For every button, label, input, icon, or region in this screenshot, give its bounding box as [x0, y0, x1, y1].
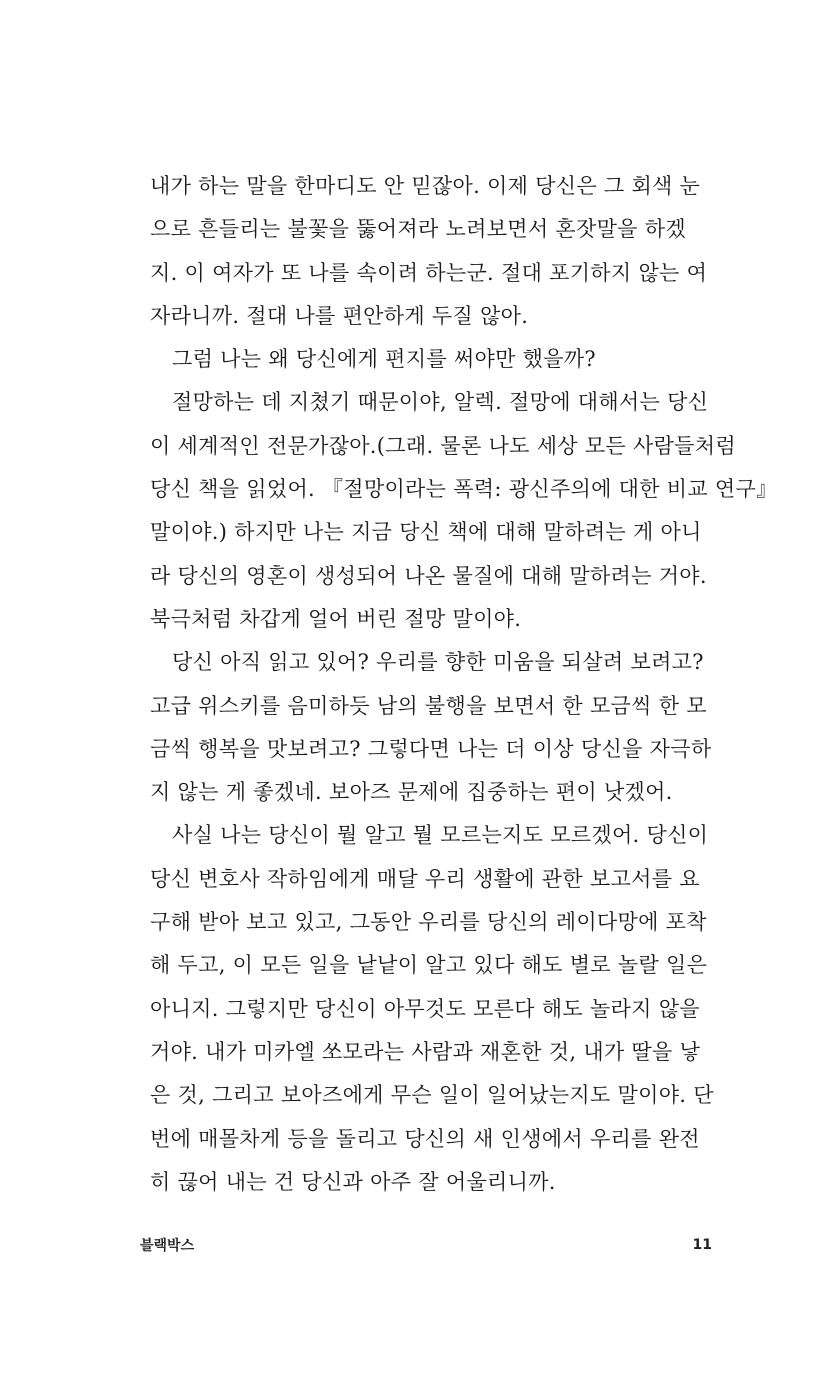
text-line: 절망하는 데 지쳤기 때문이야, 알렉. 절망에 대해서는 당신 [172, 390, 709, 415]
paragraph-4 [150, 641, 712, 814]
text-line: 지 않는 게 좋겠네. 보아즈 문제에 집중하는 편이 낫겠어. [150, 780, 673, 805]
text-line: 히 끊어 내는 건 당신과 아주 잘 어울리니까. [150, 1169, 556, 1194]
text-line: 으로 흔들리는 불꽃을 뚫어져라 노려보면서 혼잣말을 하겠 [150, 217, 686, 242]
page-body [150, 165, 778, 1204]
text-line: 그럼 나는 왜 당신에게 편지를 써야만 했을까? [172, 347, 596, 372]
text-line: 내가 하는 말을 한마디도 안 믿잖아. 이제 당신은 그 회색 눈 [150, 174, 701, 198]
text-line: 북극처럼 차갑게 얼어 버린 절망 말이야. [150, 606, 522, 631]
text-line: 금씩 행복을 맛보려고? 그렇다면 나는 더 이상 당신을 자극하 [150, 736, 712, 761]
paragraph-3 [150, 381, 778, 641]
text-line: 아니지. 그렇지만 당신이 아무것도 모른다 해도 놀라지 않을 [150, 996, 700, 1021]
text-line: 당신 변호사 작하임에게 매달 우리 생활에 관한 보고서를 요 [150, 866, 700, 891]
paragraph-5 [150, 814, 714, 1204]
page-footer [140, 1232, 712, 1258]
paragraph-1 [150, 165, 708, 338]
text-line: 번에 매몰차게 등을 돌리고 당신의 새 인생에서 우리를 완전 [150, 1126, 700, 1151]
text-line: 자라니까. 절대 나를 편안하게 두질 않아. [150, 303, 529, 328]
page-number: 11 [692, 1237, 712, 1253]
text-line: 라 당신의 영혼이 생성되어 나온 물질에 대해 말하려는 거야. [150, 563, 707, 588]
text-line: 사실 나는 당신이 뭘 알고 뭘 모르는지도 모르겠어. 당신이 [172, 823, 709, 848]
text-line: 당신 아직 읽고 있어? 우리를 향한 미움을 되살려 보려고? [172, 650, 704, 675]
running-title: 블랙박스 [140, 1238, 195, 1254]
text-line: 말이야.) 하지만 나는 지금 당신 책에 대해 말하려는 게 아니 [150, 520, 702, 545]
text-line: 구해 받아 보고 있고, 그동안 우리를 당신의 레이다망에 포착 [150, 910, 707, 935]
text-line: 거야. 내가 미카엘 쏘모라는 사람과 재혼한 것, 내가 딸을 낳 [150, 1039, 701, 1064]
text-line: 당신 책을 읽었어. 『절망이라는 폭력: 광신주의에 대한 비교 연구』 [150, 477, 778, 502]
text-line: 은 것, 그리고 보아즈에게 무슨 일이 일어났는지도 말이야. 단 [150, 1083, 714, 1108]
paragraph-2 [150, 338, 672, 381]
text-line: 고급 위스키를 음미하듯 남의 불행을 보면서 한 모금씩 한 모 [150, 693, 707, 718]
text-line: 지. 이 여자가 또 나를 속이려 하는군. 절대 포기하지 않는 여 [150, 260, 708, 285]
text-line: 해 두고, 이 모든 일을 낱낱이 알고 있다 해도 별로 놀랄 일은 [150, 953, 708, 978]
text-line: 이 세계적인 전문가잖아.(그래. 물론 나도 세상 모든 사람들처럼 [150, 433, 736, 458]
